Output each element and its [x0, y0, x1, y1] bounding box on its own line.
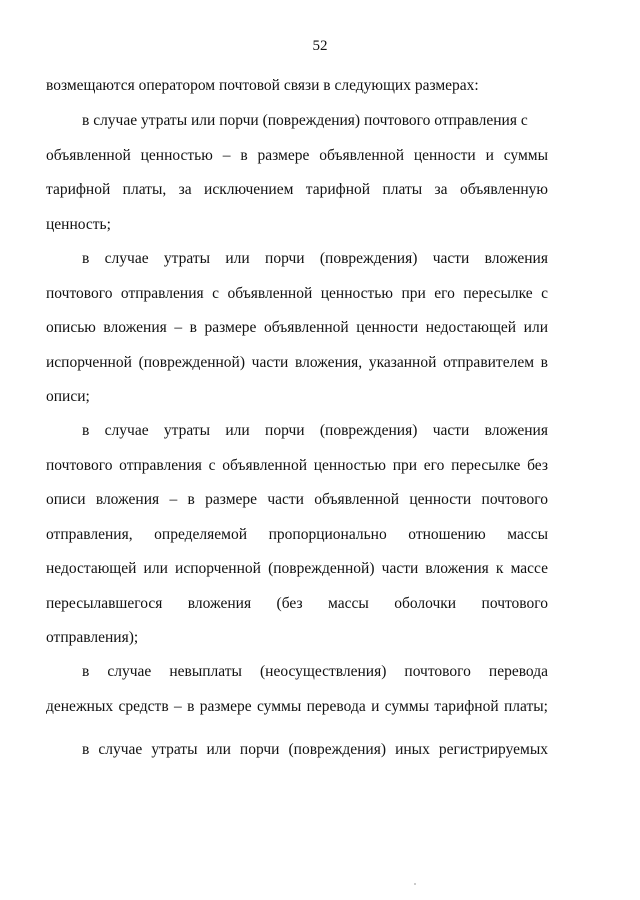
- text-line: в случае утраты или порчи (повреждения) иных регистрируемых: [82, 741, 548, 758]
- text-line: объявленной ценностью – в размере объявленной ценности и суммы: [46, 147, 548, 164]
- text-line: в случае невыплаты (неосуществления) почтового перевода: [82, 663, 548, 680]
- text-line: описи;: [46, 388, 90, 405]
- text-line: описью вложения – в размере объявленной ценности недостающей или: [46, 319, 548, 336]
- text-line: описи вложения – в размере части объявленной ценности почтового: [46, 491, 548, 508]
- scan-speck: [414, 883, 416, 885]
- text-line: отправления);: [46, 629, 139, 646]
- text-line: в случае утраты или порчи (повреждения) части вложения: [82, 422, 548, 439]
- text-line: в случае утраты или порчи (повреждения) почтового отправления с: [82, 112, 528, 129]
- text-line: испорченной (поврежденной) части вложения, указанной отправителем в: [46, 354, 548, 371]
- text-line: возмещаются оператором почтовой связи в следующих размерах:: [46, 77, 479, 94]
- text-line: денежных средств – в размере суммы перевода и суммы тарифной платы;: [46, 698, 548, 715]
- text-line: тарифной платы, за исключением тарифной платы за объявленную: [46, 181, 548, 198]
- text-line: почтового отправления с объявленной ценностью при его пересылке с: [46, 285, 548, 302]
- text-line: в случае утраты или порчи (повреждения) части вложения: [82, 250, 548, 267]
- text-line: ценность;: [46, 216, 111, 233]
- text-line: почтового отправления с объявленной ценностью при его пересылке без: [46, 457, 548, 474]
- text-line: пересылавшегося вложения (без массы оболочки почтового: [46, 595, 548, 612]
- text-line: отправления, определяемой пропорционально отношению массы: [46, 526, 548, 543]
- text-line: недостающей или испорченной (поврежденной) части вложения к массе: [46, 560, 548, 577]
- page-number: 52: [312, 38, 328, 54]
